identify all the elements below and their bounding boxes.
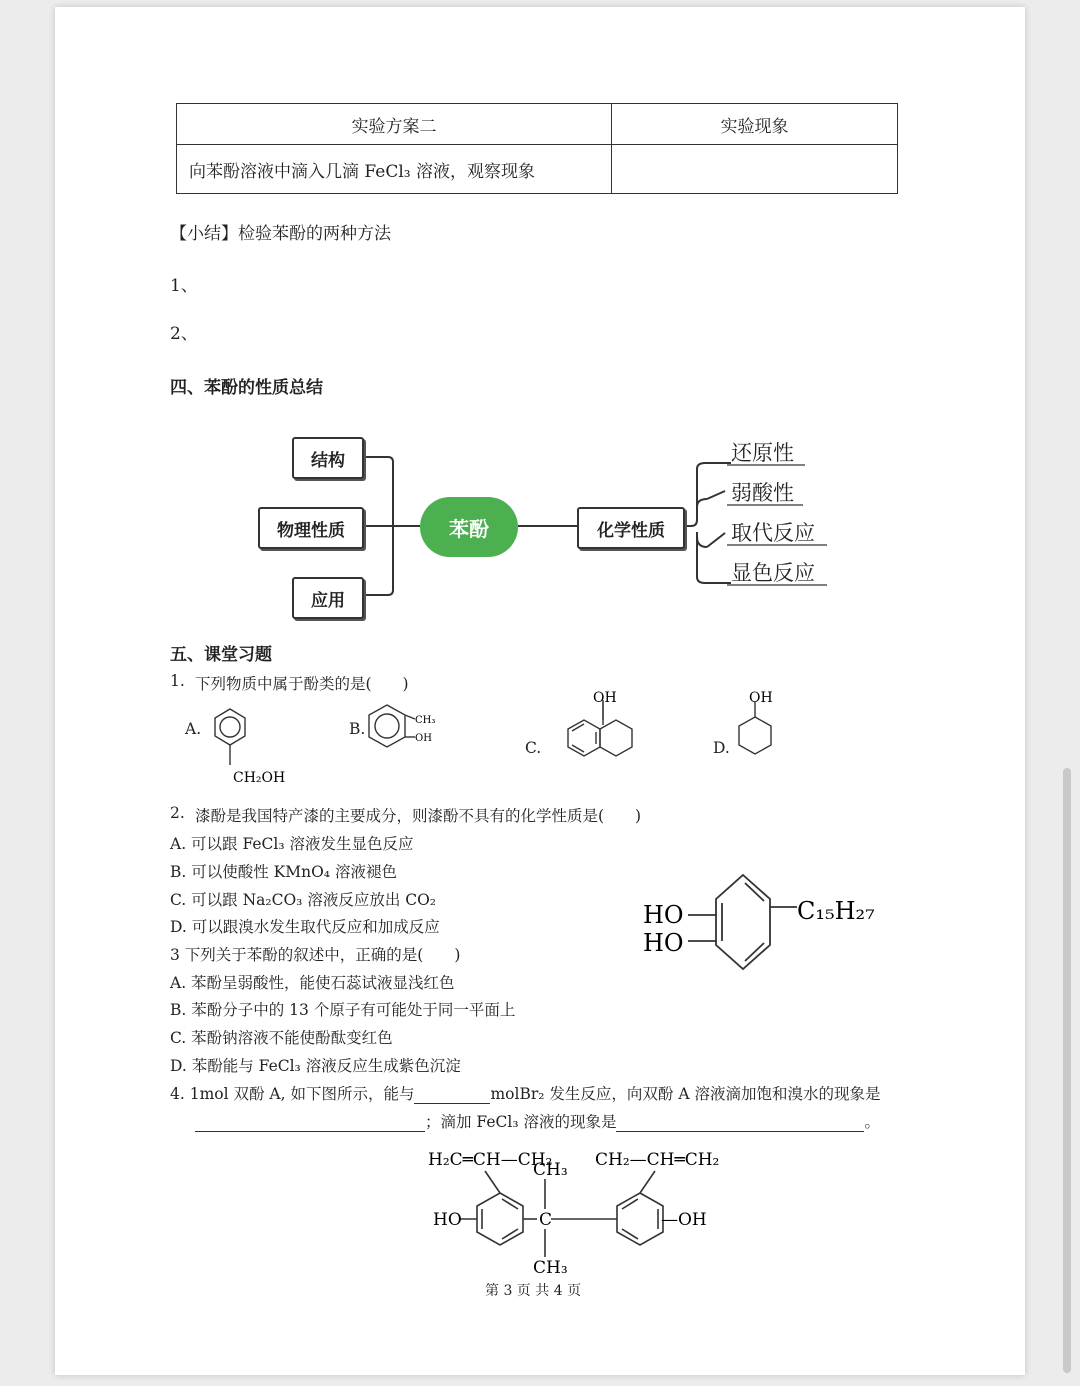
q2-chain-c15h27: C₁₅H₂₇ [797, 897, 875, 925]
q1-c-ring-left [568, 720, 600, 756]
q4-text-part2: molBr₂ 发生反应，向双酚 A 溶液滴加饱和溴水的现象是 [490, 1085, 881, 1103]
q2-option-d: D. 可以跟溴水发生取代反应和加成反应 [170, 918, 440, 936]
q1-option-b: B. [349, 720, 366, 738]
table-header-phenomenon: 实验现象 [612, 104, 898, 145]
q4-left-chain: H₂C═CH—CH₂ [428, 1150, 553, 1170]
mindmap-leaf-weak-acid: 弱酸性 [731, 481, 794, 505]
q4-line2 [195, 1110, 880, 1132]
q1-d-cyclohexane-ring [739, 717, 771, 754]
q1-c-oh: OH [593, 690, 617, 706]
q4-oh: —OH [661, 1210, 707, 1230]
q1-option-c: C. [525, 739, 542, 757]
summary-item-2: 2、 [170, 324, 198, 344]
summary-item-1: 1、 [170, 276, 198, 296]
q4-ch3-top: CH₃ [533, 1160, 568, 1180]
section4-title: 四、苯酚的性质总结 [170, 378, 323, 398]
mindmap-node-physical: 物理性质 [258, 507, 364, 549]
q2-option-c: C. 可以跟 Na₂CO₃ 溶液反应放出 CO₂ [170, 891, 437, 909]
scrollbar[interactable] [1063, 768, 1071, 1373]
q1-structures [55, 7, 1025, 807]
q2-benzene-ring [716, 875, 770, 969]
q3-option-a: A. 苯酚呈弱酸性，能使石蕊试液显浅红色 [170, 974, 455, 992]
q1-option-a: A. [185, 720, 202, 738]
q2-option-b: B. 可以使酸性 KMnO₄ 溶液褪色 [170, 863, 397, 881]
mindmap-leaf-reducibility: 还原性 [731, 441, 794, 465]
q4-left-ring [477, 1193, 523, 1245]
q1-c-ring-right [600, 720, 632, 756]
q4-text-part3: ；滴加 FeCl₃ 溶液的现象是 [425, 1113, 617, 1131]
q3-option-c: C. 苯酚钠溶液不能使酚酞变红色 [170, 1029, 393, 1047]
section5-title: 五、课堂习题 [170, 645, 272, 665]
q2-urushiol-structure [635, 867, 895, 977]
table-header-plan: 实验方案二 [177, 104, 612, 145]
q4-ho: HO [433, 1210, 462, 1230]
mindmap-node-application: 应用 [292, 577, 364, 619]
q4-central-carbon: C [539, 1210, 553, 1230]
q2-number: 2. [170, 804, 185, 822]
q1-number: 1. [170, 672, 185, 690]
q3-text: 3 下列关于苯酚的叙述中，正确的是( ) [170, 946, 461, 964]
q4-ch3-bottom: CH₃ [533, 1258, 568, 1278]
q2-ho-top: HO [643, 901, 684, 929]
q1-text: 下列物质中属于酚类的是( ) [195, 675, 409, 693]
q4-bisphenol-structure [355, 1135, 755, 1280]
q4-blank-1 [414, 1085, 490, 1104]
document-page [55, 7, 1025, 1375]
q4-right-ring [617, 1193, 663, 1245]
mindmap-leaf-color-reaction: 显色反应 [731, 561, 815, 585]
q4-text-part1: 4. 1mol 双酚 A, 如下图所示，能与 [170, 1085, 415, 1103]
q4-line1 [170, 1082, 880, 1104]
q1-d-oh: OH [749, 690, 773, 706]
summary-title: 【小结】检验苯酚的两种方法 [170, 224, 391, 244]
mindmap-node-structure: 结构 [292, 437, 364, 479]
q3-option-b: B. 苯酚分子中的 13 个原子有可能处于同一平面上 [170, 1001, 516, 1019]
mindmap-center-phenol: 苯酚 [420, 497, 518, 557]
q4-text-part4: 。 [864, 1113, 880, 1131]
q1-b-ch3: CH₃ [415, 715, 436, 726]
q3-option-d: D. 苯酚能与 FeCl₃ 溶液反应生成紫色沉淀 [170, 1057, 461, 1075]
q2-option-a: A. 可以跟 FeCl₃ 溶液发生显色反应 [170, 835, 414, 853]
q2-ho-bottom: HO [643, 929, 684, 957]
q4-blank-3 [616, 1113, 864, 1132]
q2-text: 漆酚是我国特产漆的主要成分，则漆酚不具有的化学性质是( ) [195, 807, 642, 825]
page-footer: 第 3 页 共 4 页 [485, 1283, 582, 1299]
q1-b-oh: OH [415, 733, 432, 744]
q4-right-chain: CH₂—CH═CH₂ [595, 1150, 720, 1170]
mindmap-node-chemical: 化学性质 [577, 507, 685, 549]
mindmap-leaf-substitution: 取代反应 [731, 521, 815, 545]
table-cell-plan: 向苯酚溶液中滴入几滴 FeCl₃ 溶液，观察现象 [177, 145, 612, 194]
q4-blank-2 [195, 1113, 425, 1132]
q1-a-aromatic-circle [220, 717, 240, 737]
q1-a-ch2oh: CH₂OH [233, 770, 286, 786]
q1-option-d: D. [713, 739, 730, 757]
